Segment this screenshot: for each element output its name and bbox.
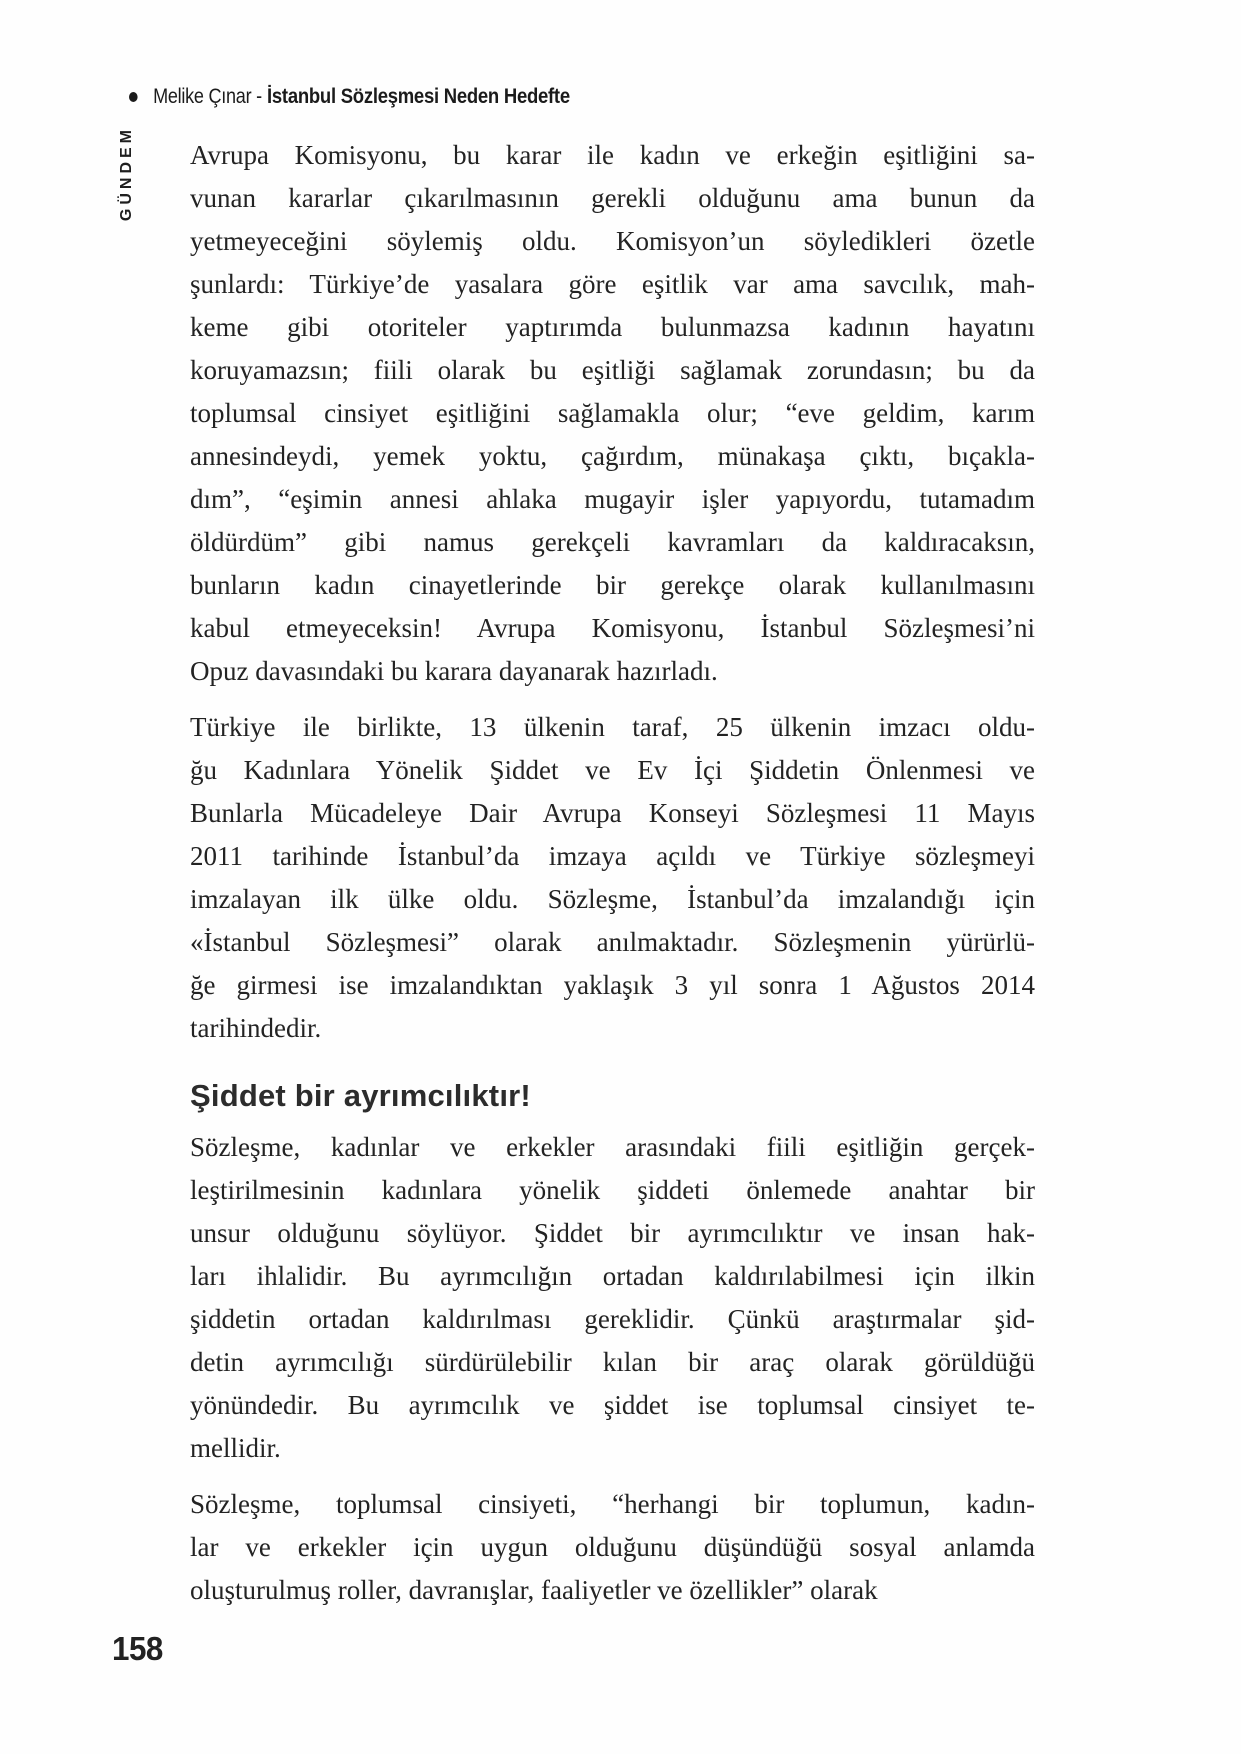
text-line: şunlardı: Türkiye’de yasalara göre eşitlik var ama savcılık, mah- xyxy=(190,269,1035,299)
text-line: tarihindedir. xyxy=(190,1013,322,1043)
text-line: Avrupa Komisyonu, bu karar ile kadın ve erkeğin eşitliğini sa- xyxy=(190,140,1035,170)
text-line: annesindeydi, yemek yoktu, çağırdım, münakaşa çıktı, bıçakla- xyxy=(190,441,1035,471)
text-line: yetmeyeceğini söylemiş oldu. Komisyon’un söyledikleri özetle xyxy=(190,226,1035,256)
text-line: öldürdüm” gibi namus gerekçeli kavramları da kaldıracaksın, xyxy=(190,527,1035,557)
paragraph xyxy=(190,1483,1035,1612)
text-line: keme gibi otoriteler yaptırımda bulunmazsa kadının hayatını xyxy=(190,312,1035,342)
running-header xyxy=(129,84,570,109)
bullet-icon xyxy=(129,92,138,102)
text-line: Türkiye ile birlikte, 13 ülkenin taraf, 25 ülkenin imzacı oldu- xyxy=(190,712,1035,742)
body-content xyxy=(190,134,1035,1625)
text-line: Sözleşme, kadınlar ve erkekler arasındaki fiili eşitliğin gerçek- xyxy=(190,1132,1035,1162)
text-line: ğu Kadınlara Yönelik Şiddet ve Ev İçi Şiddetin Önlenmesi ve xyxy=(190,755,1035,785)
text-line: imzalayan ilk ülke oldu. Sözleşme, İstanbul’da imzalandığı için xyxy=(190,884,1035,914)
section-label-vertical: GÜNDEM xyxy=(118,126,135,222)
text-line: mellidir. xyxy=(190,1433,281,1463)
text-line: Opuz davasındaki bu karara dayanarak hazırladı. xyxy=(190,656,718,686)
text-line: koruyamazsın; fiili olarak bu eşitliği sağlamak zorundasın; bu da xyxy=(190,355,1035,385)
paragraph xyxy=(190,1126,1035,1470)
text-line: vunan kararlar çıkarılmasının gerekli olduğunu ama bunun da xyxy=(190,183,1035,213)
paragraph xyxy=(190,134,1035,693)
text-line: şiddetin ortadan kaldırılması gereklidir. Çünkü araştırmalar şid- xyxy=(190,1304,1035,1334)
author-name: Melike Çınar - xyxy=(153,84,262,108)
text-line: dım”, “eşimin annesi ahlaka mugayir işler yapıyordu, tutamadım xyxy=(190,484,1035,514)
text-line: oluşturulmuş roller, davranışlar, faaliyetler ve özellikler” olarak xyxy=(190,1575,878,1605)
text-line: detin ayrımcılığı sürdürülebilir kılan bir araç olarak görüldüğü xyxy=(190,1347,1035,1377)
text-line: unsur olduğunu söylüyor. Şiddet bir ayrımcılıktır ve insan hak- xyxy=(190,1218,1035,1248)
text-line: «İstanbul Sözleşmesi” olarak anılmaktadır. Sözleşmenin yürürlü- xyxy=(190,927,1035,957)
text-line: Bunlarla Mücadeleye Dair Avrupa Konseyi Sözleşmesi 11 Mayıs xyxy=(190,798,1035,828)
page-number: 158 xyxy=(112,1630,163,1667)
article-title: İstanbul Sözleşmesi Neden Hedefte xyxy=(267,84,570,108)
text-line: Sözleşme, toplumsal cinsiyeti, “herhangi bir toplumun, kadın- xyxy=(190,1489,1035,1519)
text-line: bunların kadın cinayetlerinde bir gerekçe olarak kullanılmasını xyxy=(190,570,1035,600)
paragraph xyxy=(190,706,1035,1050)
text-line: ları ihlalidir. Bu ayrımcılığın ortadan kaldırılabilmesi için ilkin xyxy=(190,1261,1035,1291)
text-line: yönündedir. Bu ayrımcılık ve şiddet ise toplumsal cinsiyet te- xyxy=(190,1390,1035,1420)
section-heading: Şiddet bir ayrımcılıktır! xyxy=(190,1078,531,1113)
text-line: toplumsal cinsiyet eşitliğini sağlamakla olur; “eve geldim, karım xyxy=(190,398,1035,428)
text-line: 2011 tarihinde İstanbul’da imzaya açıldı ve Türkiye sözleşmeyi xyxy=(190,841,1035,871)
text-line: leştirilmesinin kadınlara yönelik şiddeti önlemede anahtar bir xyxy=(190,1175,1035,1205)
text-line: lar ve erkekler için uygun olduğunu düşündüğü sosyal anlamda xyxy=(190,1532,1035,1562)
text-line: kabul etmeyeceksin! Avrupa Komisyonu, İstanbul Sözleşmesi’ni xyxy=(190,613,1035,643)
text-line: ğe girmesi ise imzalandıktan yaklaşık 3 yıl sonra 1 Ağustos 2014 xyxy=(190,970,1035,1000)
